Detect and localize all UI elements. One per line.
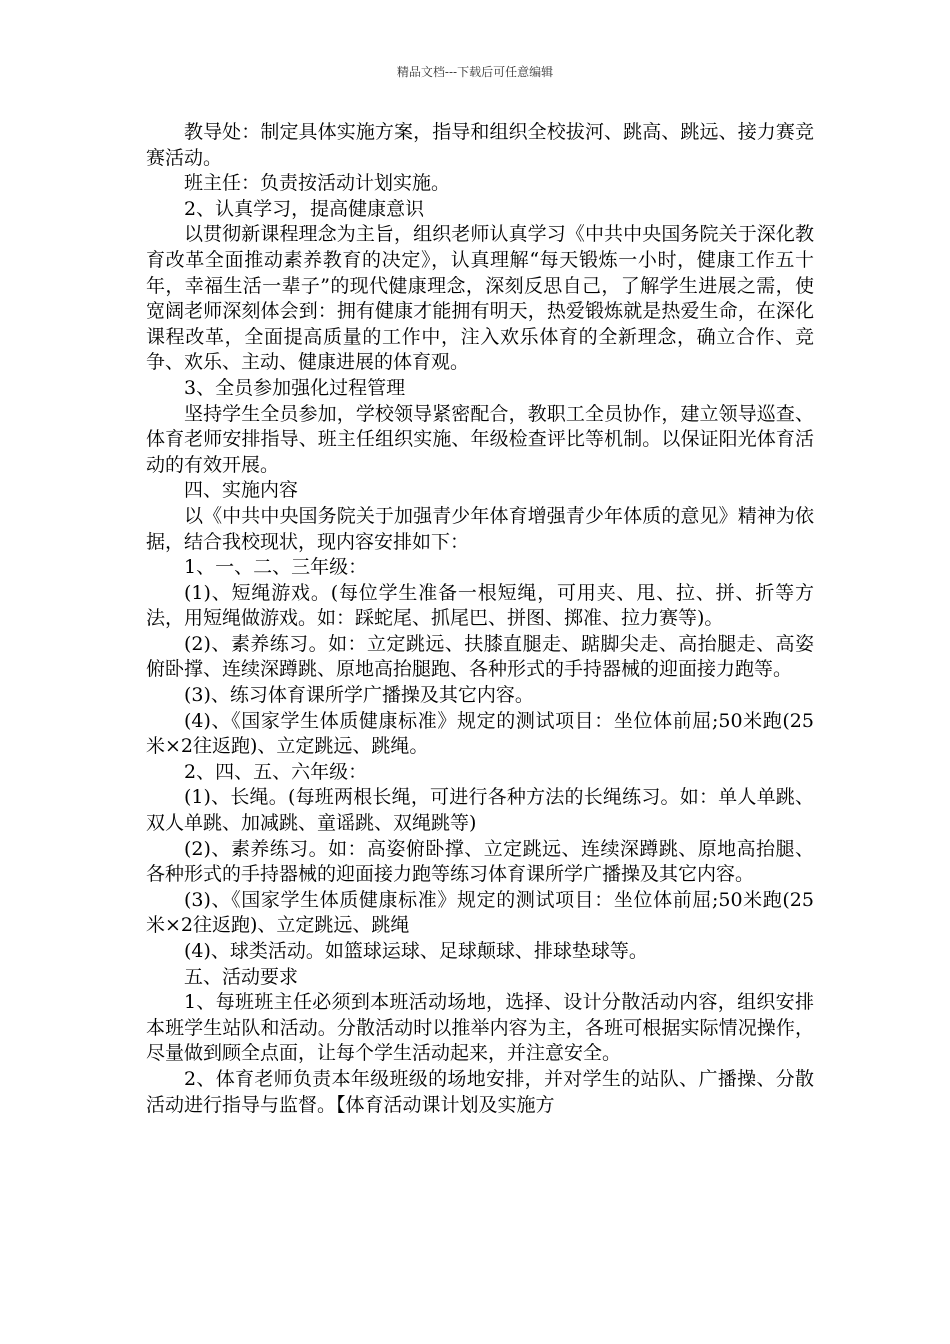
list-item: (1)、短绳游戏。(每位学生准备一根短绳，可用夹、甩、拉、拼、折等方法，用短绳做游戏。如：踩蛇尾、抓尾巴、拼图、掷准、拉力赛等)。	[146, 581, 814, 630]
list-item: (3)、《国家学生体质健康标准》规定的测试项目：坐位体前屈;50米跑(25米×2往返跑)、立定跳远、跳绳	[146, 888, 814, 937]
paragraph: 以贯彻新课程理念为主旨，组织老师认真学习《中共中央国务院关于深化教育改革全面推动素养教育的决定》，认真理解“每天锻炼一小时，健康工作五十年，幸福生活一辈子”的现代健康理念，深刻反思自己，了解学生进展之需，使宽阔老师深刻体会到：拥有健康才能拥有明天，热爱锻炼就是热爱生命，在深化课程改革，全面提高质量的工作中，注入欢乐体育的全新理念，确立合作、竞争、欢乐、主动、健康进展的体育观。	[146, 223, 814, 374]
section-heading: 四、实施内容	[184, 479, 299, 502]
list-item: (4)、《国家学生体质健康标准》规定的测试项目：坐位体前屈;50米跑(25米×2往返跑)、立定跳远、跳绳。	[146, 709, 814, 758]
paragraph: 以《中共中央国务院关于加强青少年体育增强青少年体质的意见》精神为依据，结合我校现状，现内容安排如下：	[146, 504, 814, 553]
list-item: (2)、素养练习。如：立定跳远、扶膝直腿走、踮脚尖走、高抬腿走、高姿俯卧撑、连续深蹲跳、原地高抬腿跑、各种形式的手持器械的迎面接力跑等。	[146, 632, 814, 681]
list-item: (1)、长绳。(每班两根长绳，可进行各种方法的长绳练习。如：单人单跳、双人单跳、加减跳、童谣跳、双绳跳等)	[146, 786, 814, 835]
section-heading: 2、四、五、六年级：	[184, 760, 368, 783]
paragraph: 1、每班班主任必须到本班活动场地，选择、设计分散活动内容，组织安排本班学生站队和活动。分散活动时以推举内容为主，各班可根据实际情况操作，尽量做到顾全点面，让每个学生活动起来，并注意安全。	[146, 991, 814, 1065]
section-heading: 2、认真学习，提高健康意识	[184, 197, 425, 220]
list-item: (4)、球类活动。如篮球运球、足球颠球、排球垫球等。	[184, 940, 648, 962]
list-item: (2)、素养练习。如：高姿俯卧撑、立定跳远、连续深蹲跳、原地高抬腿、各种形式的手持器械的迎面接力跑等练习体育课所学广播操及其它内容。	[146, 837, 814, 886]
paragraph: 2、体育老师负责本年级班级的场地安排，并对学生的站队、广播操、分散活动进行指导与监督。【体育活动课计划及实施方	[146, 1067, 814, 1116]
section-heading: 五、活动要求	[184, 965, 299, 988]
paragraph: 班主任：负责按活动计划实施。	[184, 172, 451, 195]
page-header: 精品文档---下载后可任意编辑	[396, 65, 554, 79]
paragraph: 教导处：制定具体实施方案，指导和组织全校拔河、跳高、跳远、接力赛竞赛活动。	[146, 121, 814, 169]
document-body	[146, 120, 814, 1118]
list-item: (3)、练习体育课所学广播操及其它内容。	[184, 684, 534, 707]
paragraph: 坚持学生全员参加，学校领导紧密配合，教职工全员协作，建立领导巡查、体育老师安排指导、班主任组织实施、年级检查评比等机制。以保证阳光体育活动的有效开展。	[146, 402, 814, 476]
section-heading: 3、全员参加强化过程管理	[184, 376, 406, 399]
section-heading: 1、一、二、三年级：	[184, 556, 368, 579]
